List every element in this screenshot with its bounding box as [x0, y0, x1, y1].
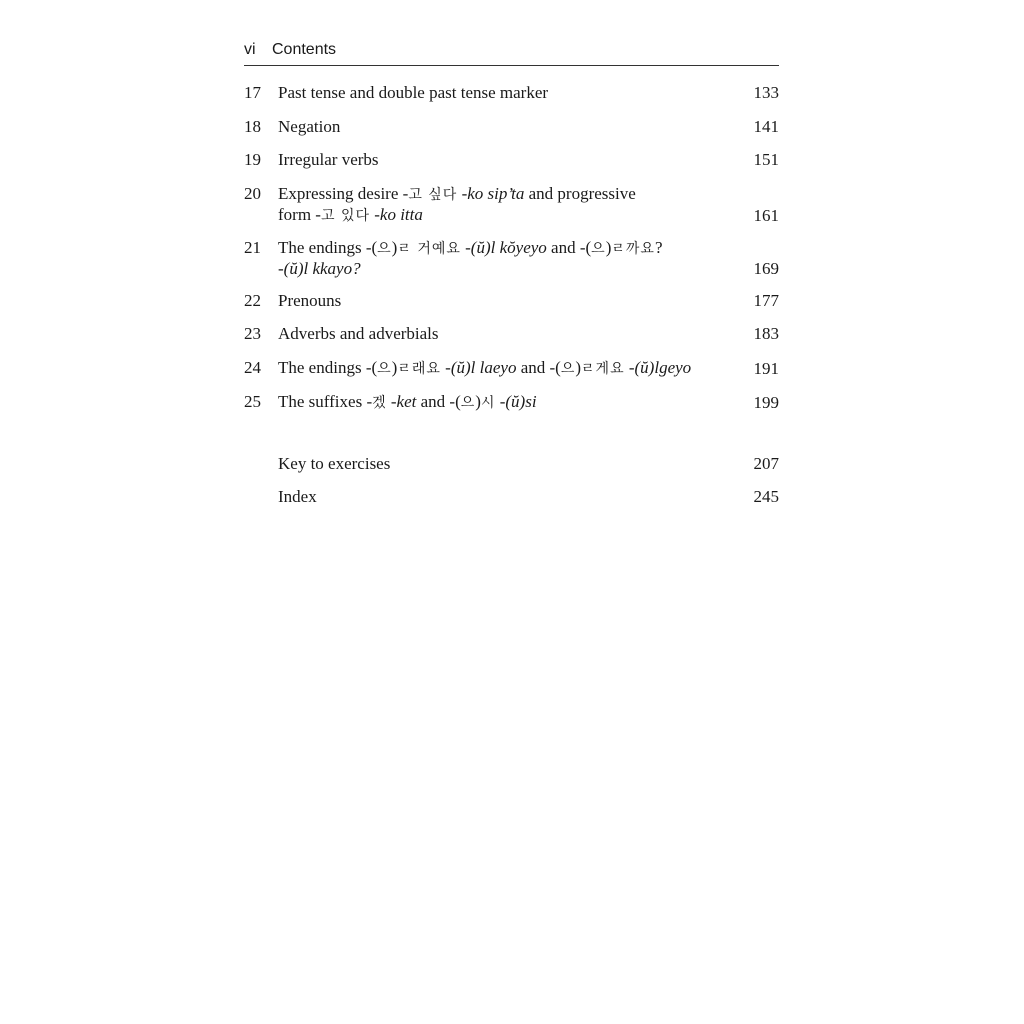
title-text: and -(	[516, 357, 561, 377]
chapter-number: 19	[244, 150, 261, 169]
toc-entry-key-to-exercises[interactable]	[244, 454, 779, 474]
chapter-title-line	[278, 291, 737, 311]
romanization-text: -(ŭ)si	[495, 392, 537, 411]
romanization-text: -(ŭ)l kŏyeyo	[460, 237, 547, 257]
chapter-number: 18	[244, 116, 261, 136]
korean-text: ㄹ게요	[581, 360, 625, 377]
toc-entry-chapter-17[interactable]	[244, 83, 779, 103]
toc-entry-chapter-23[interactable]	[244, 324, 779, 344]
korean-text: ㄹ까요	[611, 240, 655, 257]
title-text: and progressive	[524, 183, 636, 203]
title-text: Irregular verbs	[278, 150, 379, 169]
title-text: )	[475, 392, 481, 411]
chapter-number: 25	[244, 392, 261, 411]
title-text: ?	[654, 237, 663, 257]
chapter-title	[278, 238, 749, 279]
page-number: 245	[753, 487, 779, 506]
title-text: Expressing desire -	[278, 183, 409, 203]
romanization-text: -(ŭ)l laeyo	[440, 357, 517, 377]
contents-page	[244, 38, 779, 521]
romanization-text: -ket	[386, 392, 417, 411]
title-text: Past tense and double past tense marker	[278, 83, 549, 102]
chapter-title-line	[278, 117, 737, 137]
running-head	[244, 38, 779, 66]
back-matter-title: Key to exercises	[278, 453, 391, 473]
running-head-title: Contents	[272, 41, 337, 58]
korean-text: ㄹ래요	[397, 360, 441, 377]
chapter-title-line	[278, 150, 737, 170]
chapter-list	[244, 83, 779, 413]
title-text: The suffixes -	[278, 392, 373, 411]
title-text: )	[391, 237, 398, 257]
romanization-text: -(ŭ)lgeyo	[624, 357, 692, 377]
page-number: 191	[753, 358, 779, 378]
title-text: Adverbs and adverbials	[278, 324, 439, 343]
korean-text: 으	[377, 360, 392, 377]
back-matter-title: Index	[278, 487, 317, 506]
title-text: The endings -(	[278, 237, 378, 257]
chapter-number: 24	[244, 357, 261, 377]
chapter-title-line	[278, 205, 737, 226]
page-number: 207	[753, 453, 779, 473]
title-text: form -	[278, 204, 321, 224]
title-text: The endings -(	[278, 357, 378, 377]
korean-text: 으	[377, 240, 392, 257]
page-number: 141	[753, 116, 779, 136]
toc-entry-chapter-25[interactable]	[244, 392, 779, 413]
chapter-title-line	[278, 184, 737, 205]
chapter-title	[278, 184, 749, 226]
page-folio: vi	[244, 41, 256, 58]
page-number: 183	[753, 324, 779, 343]
chapter-title-line	[278, 83, 737, 103]
chapter-title-line	[278, 392, 737, 413]
romanization-text: -ko sip’ta	[457, 183, 525, 203]
chapter-title	[278, 83, 749, 103]
korean-text: 으	[460, 395, 476, 411]
korean-text: 고 싶다	[408, 186, 458, 203]
title-text: Negation	[278, 116, 341, 136]
toc-entry-chapter-21[interactable]	[244, 238, 779, 279]
title-text: )	[575, 357, 582, 377]
table-of-contents	[244, 83, 779, 507]
korean-text: ㄹ 거예요	[397, 240, 461, 257]
chapter-number: 20	[244, 183, 261, 203]
toc-entry-chapter-19[interactable]	[244, 150, 779, 170]
chapter-title	[278, 291, 749, 311]
page-number: 199	[753, 393, 779, 412]
page-number: 161	[753, 205, 779, 225]
korean-text: 고 있다	[320, 207, 370, 224]
korean-text: 으	[591, 240, 606, 257]
toc-entry-index[interactable]	[244, 487, 779, 507]
chapter-number: 22	[244, 290, 261, 310]
toc-entry-chapter-18[interactable]	[244, 117, 779, 137]
chapter-title	[278, 117, 749, 137]
chapter-number: 21	[244, 237, 261, 257]
title-text: )	[605, 237, 612, 257]
chapter-title	[278, 358, 749, 379]
title-text: Prenouns	[278, 290, 342, 310]
title-text: and -(	[546, 237, 592, 257]
chapter-title-line	[278, 259, 737, 279]
chapter-title	[278, 392, 749, 413]
chapter-number: 17	[244, 83, 261, 102]
page-number: 169	[753, 258, 779, 278]
korean-text: 시	[480, 395, 496, 411]
chapter-title-line	[278, 238, 737, 259]
chapter-title	[278, 324, 749, 344]
romanization-text: -ko itta	[370, 204, 423, 224]
back-matter-list	[244, 454, 779, 508]
page-number: 133	[753, 83, 779, 102]
toc-entry-chapter-24[interactable]	[244, 358, 779, 379]
chapter-title-line	[278, 324, 737, 344]
korean-text: 겠	[372, 395, 387, 411]
chapter-title-line	[278, 358, 737, 379]
chapter-number: 23	[244, 324, 261, 343]
title-text: and -(	[416, 392, 461, 411]
page-number: 177	[753, 290, 779, 310]
title-text: )	[391, 357, 398, 377]
toc-entry-chapter-20[interactable]	[244, 184, 779, 226]
section-gap	[244, 427, 779, 454]
korean-text: 으	[560, 360, 576, 377]
romanization-text: -(ŭ)l kkayo?	[278, 258, 361, 278]
chapter-title	[278, 150, 749, 170]
page-number: 151	[753, 150, 779, 169]
toc-entry-chapter-22[interactable]	[244, 291, 779, 311]
